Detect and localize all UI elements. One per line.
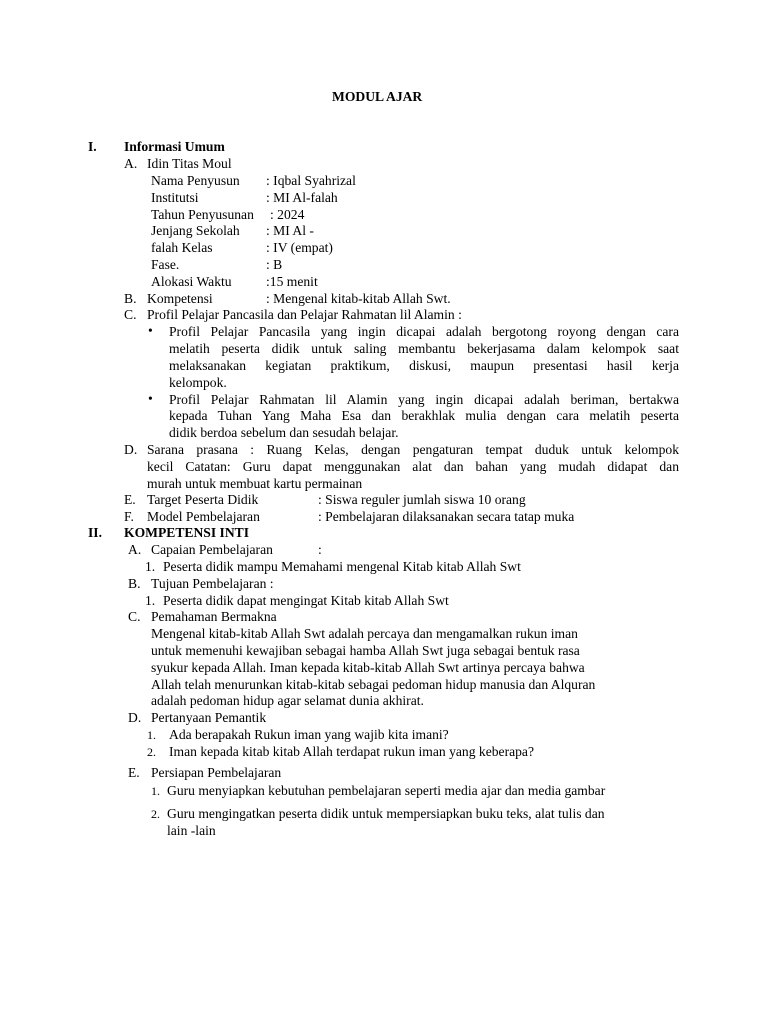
- identity-value: : MI Al -: [266, 223, 314, 238]
- section-1-d-line: kecil Catatan: Guru dapat menggunakan alat dan bahan yang mudah didapat dan: [147, 459, 679, 474]
- section-1-heading: Informasi Umum: [124, 139, 225, 154]
- section-1-e-label: Target Peserta Didik: [147, 492, 259, 507]
- section-1-e-letter: E.: [124, 492, 136, 507]
- section-1-c-letter: C.: [124, 307, 137, 322]
- bullet-dot: •: [148, 323, 153, 338]
- section-2-b-item: Peserta didik dapat mengingat Kitab kitab Allah Swt: [163, 593, 449, 608]
- section-2-d-item: Iman kepada kitab kitab Allah terdapat rukun iman yang keberapa?: [169, 744, 534, 759]
- section-2-d-letter: D.: [128, 710, 142, 725]
- section-2-b-title: Tujuan Pembelajaran :: [151, 576, 274, 591]
- section-2-a-item: Peserta didik mampu Memahami mengenal Kitab kitab Allah Swt: [163, 559, 521, 574]
- section-1-f-label: Model Pembelajaran: [147, 509, 260, 524]
- identity-value: : B: [266, 257, 283, 272]
- section-2-c-line: syukur kepada Allah. Iman kepada kitab-kitab Allah Swt artinya percaya bahwa: [151, 660, 585, 675]
- identity-value: : Iqbal Syahrizal: [266, 173, 356, 188]
- section-1-a-title: Idin Titas Moul: [147, 156, 232, 171]
- section-1-d-line: murah untuk membuat kartu permainan: [147, 476, 363, 491]
- bullet-1-line: kelompok.: [169, 375, 227, 390]
- section-2-c-letter: C.: [128, 609, 141, 624]
- section-1-a-letter: A.: [124, 156, 138, 171]
- section-1-e-value: : Siswa reguler jumlah siswa 10 orang: [318, 492, 526, 507]
- section-2-b-letter: B.: [128, 576, 141, 591]
- bullet-2-line: Profil Pelajar Rahmatan lil Alamin yang ingin dicapai adalah beriman, bertakwa: [169, 392, 679, 407]
- identity-label: Fase.: [151, 257, 180, 272]
- section-2-a-item-number: 1.: [145, 559, 156, 574]
- section-2-a-letter: A.: [128, 542, 142, 557]
- section-1-c-title: Profil Pelajar Pancasila dan Pelajar Rahmatan lil Alamin :: [147, 307, 462, 322]
- section-2-b-item-number: 1.: [145, 593, 156, 608]
- bullet-dot: •: [148, 391, 153, 406]
- identity-label: Jenjang Sekolah: [151, 223, 240, 238]
- section-2-a-title: Capaian Pembelajaran: [151, 542, 273, 557]
- identity-value: : 2024: [270, 207, 305, 222]
- section-2-heading: KOMPETENSI INTI: [124, 525, 250, 540]
- section-2-e-item-number: 2.: [151, 807, 160, 821]
- section-2-c-title: Pemahaman Bermakna: [151, 609, 277, 624]
- section-2-d-item-number: 2.: [147, 745, 156, 759]
- section-2-e-item-number: 1.: [151, 784, 160, 798]
- bullet-2-line: didik berdoa sebelum dan sesudah belajar.: [169, 425, 399, 440]
- bullet-1-line: melatih peserta didik untuk saling membantu bekerjasama dalam kelompok saat: [169, 341, 679, 356]
- section-1-number: I.: [88, 139, 97, 154]
- section-2-number: II.: [88, 525, 102, 540]
- identity-label: Institutsi: [151, 190, 199, 205]
- section-1-d-line: Sarana prasana : Ruang Kelas, dengan pengaturan tempat duduk untuk kelompok: [147, 442, 679, 457]
- section-2-d-item-number: 1.: [147, 728, 156, 742]
- section-1-b-label: Kompetensi: [147, 291, 213, 306]
- identity-label: Alokasi Waktu: [151, 274, 232, 289]
- section-2-a-colon: :: [318, 542, 322, 557]
- identity-value: : MI Al-falah: [266, 190, 338, 205]
- section-2-e-item: Guru mengingatkan peserta didik untuk mempersiapkan buku teks, alat tulis dan: [167, 806, 605, 821]
- section-2-c-line: Mengenal kitab-kitab Allah Swt adalah percaya dan mengamalkan rukun iman: [151, 626, 578, 641]
- section-2-e-item: lain -lain: [167, 823, 216, 838]
- section-1-d-letter: D.: [124, 442, 138, 457]
- identity-label: Tahun Penyusunan: [151, 207, 254, 222]
- section-2-e-title: Persiapan Pembelajaran: [151, 765, 282, 780]
- page-title: MODUL AJAR: [332, 89, 423, 104]
- section-1-f-value: : Pembelajaran dilaksanakan secara tatap muka: [318, 509, 575, 524]
- section-1-f-letter: F.: [124, 509, 134, 524]
- section-2-c-line: Allah telah menurunkan kitab-kitab sebagai pedoman hidup manusia dan Alquran: [151, 677, 596, 692]
- section-2-d-item: Ada berapakah Rukun iman yang wajib kita imani?: [169, 727, 449, 742]
- section-2-c-line: untuk memenuhi kewajiban sebagai hamba Allah Swt juga sebagai bentuk rasa: [151, 643, 580, 658]
- identity-label: Nama Penyusun: [151, 173, 240, 188]
- section-1-b-letter: B.: [124, 291, 137, 306]
- section-2-c-line: adalah pedoman hidup agar selamat dunia akhirat.: [151, 693, 424, 708]
- section-2-e-item: Guru menyiapkan kebutuhan pembelajaran seperti media ajar dan media gambar: [167, 783, 606, 798]
- bullet-1-line: Profil Pelajar Pancasila yang ingin dicapai adalah bergotong royong dengan cara: [169, 324, 679, 339]
- bullet-1-line: melaksanakan kegiatan praktikum, diskusi, maupun presentasi hasil kerja: [169, 358, 679, 373]
- identity-label: falah Kelas: [151, 240, 213, 255]
- section-2-e-letter: E.: [128, 765, 140, 780]
- section-2-d-title: Pertanyaan Pemantik: [151, 710, 267, 725]
- bullet-2-line: kepada Tuhan Yang Maha Esa dan berakhlak mulia dengan cara melatih peserta: [169, 408, 679, 423]
- identity-value: : IV (empat): [266, 240, 333, 255]
- identity-value: :15 menit: [266, 274, 318, 289]
- section-1-b-value: : Mengenal kitab-kitab Allah Swt.: [266, 291, 451, 306]
